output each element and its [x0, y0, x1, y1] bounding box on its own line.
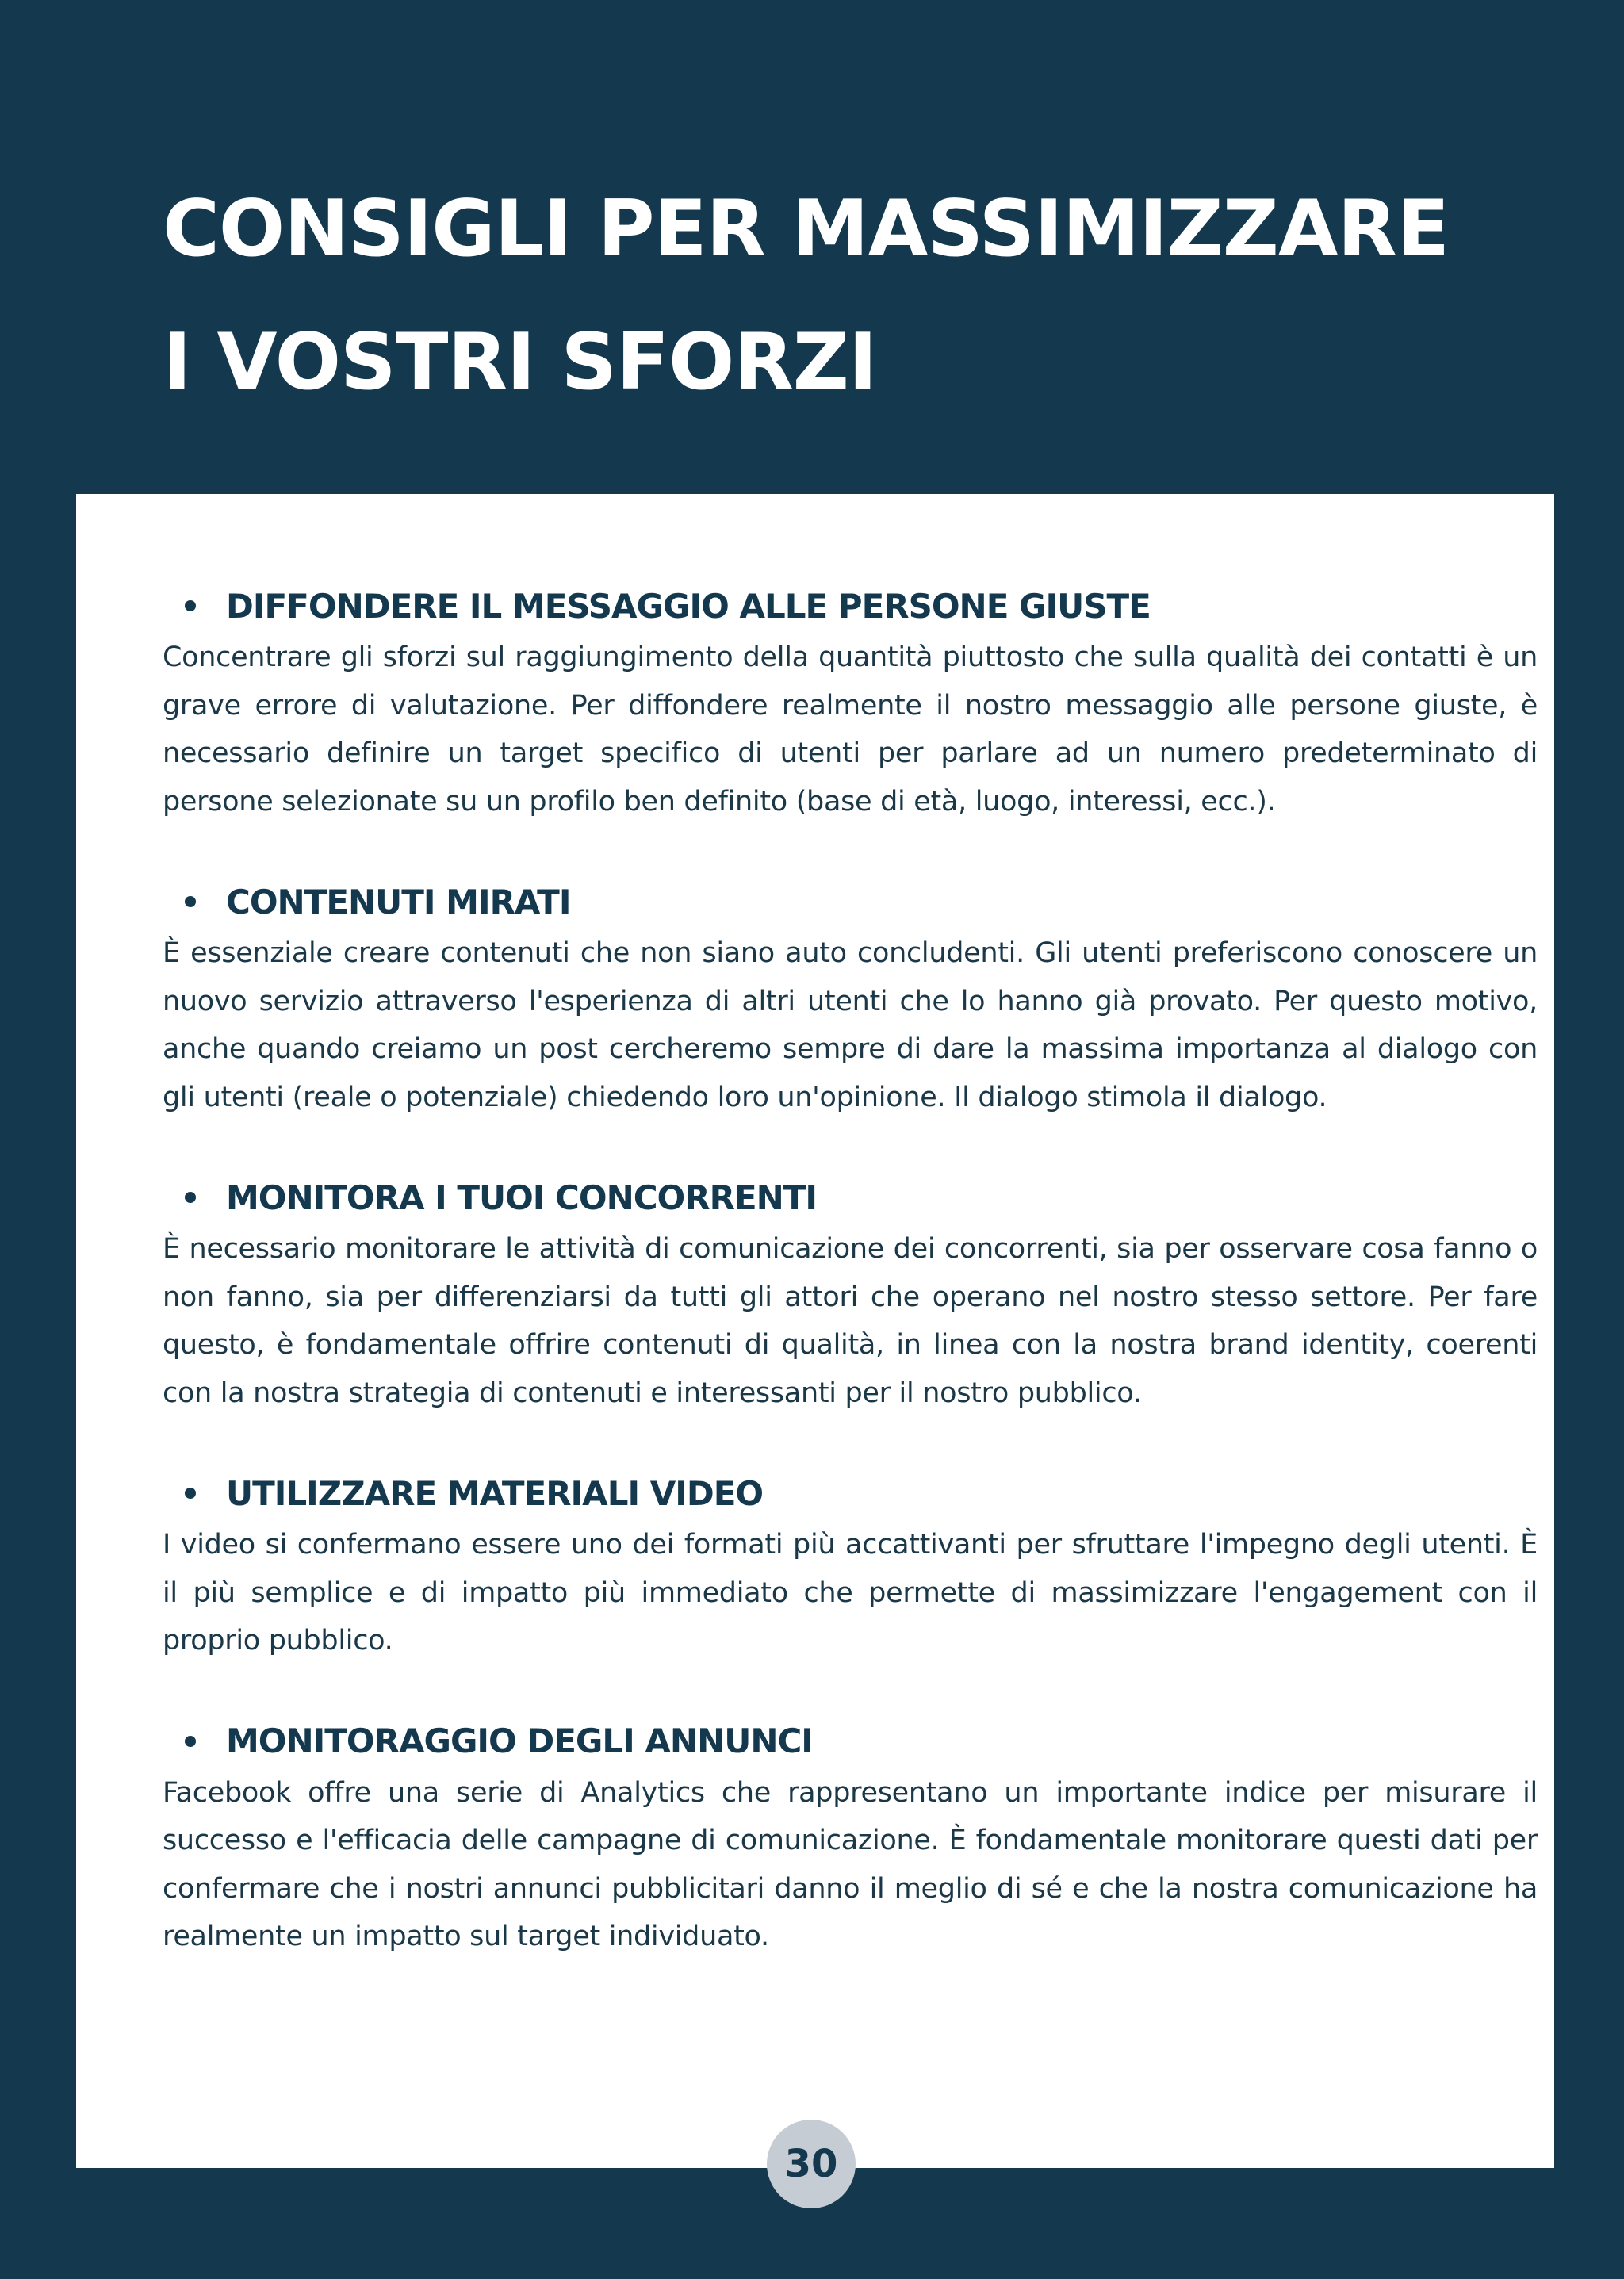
- tip-heading: MONITORA I TUOI CONCORRENTI: [226, 1178, 818, 1217]
- content-panel: [76, 494, 1554, 2168]
- tip-body: Facebook offre una serie di Analytics che rappresentano un importante indice per misurare il successo e l'efficacia delle campagne di comunicazione. È fondamentale monitorare questi dati per confermare che i nostri annunci pubblicitari danno il meglio di sé e che la nostra comunicazione ha realmente un impatto sul target individuato.: [163, 1776, 1538, 1952]
- tip-section-competitors: [163, 1170, 1538, 1417]
- bullet-icon: [185, 600, 196, 611]
- page-title-line-2: I VOSTRI SFORZI: [163, 317, 877, 408]
- tip-heading-row: [163, 578, 1538, 634]
- page-title-line-1: CONSIGLI PER MASSIMIZZARE: [163, 184, 1450, 274]
- tip-heading-row: [163, 1465, 1538, 1521]
- tip-heading-row: [163, 1170, 1538, 1225]
- tip-heading: CONTENUTI MIRATI: [226, 882, 571, 921]
- bullet-icon: [185, 1736, 196, 1747]
- tip-section-ad-monitoring: [163, 1714, 1538, 1961]
- page-title: [163, 163, 1511, 429]
- page-number-badge: 30: [767, 2120, 856, 2208]
- bullet-icon: [185, 1488, 196, 1499]
- tip-section-target-audience: [163, 578, 1538, 825]
- tip-body: Concentrare gli sforzi sul raggiungimento della quantità piuttosto che sulla qualità dei contatti è un grave errore di valutazione. Per diffondere realmente il nostro messaggio alle persone giuste, è necessario definire un target specifico di utenti per parlare ad un numero predeterminato di persone selezionate su un profilo ben definito (base di età, luogo, interessi, ecc.).: [163, 642, 1538, 818]
- bullet-icon: [185, 1192, 196, 1203]
- tip-heading: DIFFONDERE IL MESSAGGIO ALLE PERSONE GIUSTE: [226, 586, 1151, 626]
- tips-list: [163, 578, 1538, 2009]
- tip-section-video: [163, 1465, 1538, 1665]
- tip-section-targeted-content: [163, 874, 1538, 1121]
- tip-heading-row: [163, 874, 1538, 929]
- tip-body: I video si confermano essere uno dei formati più accattivanti per sfruttare l'impegno degli utenti. È il più semplice e di impatto più immediato che permette di massimizzare l'engagement con il proprio pubblico.: [163, 1529, 1538, 1657]
- tip-heading-row: [163, 1714, 1538, 1769]
- tip-heading: MONITORAGGIO DEGLI ANNUNCI: [226, 1722, 813, 1760]
- tip-body: È necessario monitorare le attività di comunicazione dei concorrenti, sia per osservare cosa fanno o non fanno, sia per differenziarsi da tutti gli attori che operano nel nostro stesso settore. Per fare questo, è fondamentale offrire contenuti di qualità, in linea con la nostra brand identity, coerenti con la nostra strategia di contenuti e interessanti per il nostro pubblico.: [163, 1233, 1538, 1409]
- tip-heading: UTILIZZARE MATERIALI VIDEO: [226, 1473, 764, 1513]
- tip-body: È essenziale creare contenuti che non siano auto concludenti. Gli utenti preferiscono conoscere un nuovo servizio attraverso l'esperienza di altri utenti che lo hanno già provato. Per questo motivo, anche quando creiamo un post cercheremo sempre di dare la massima importanza al dialogo con gli utenti (reale o potenziale) chiedendo loro un'opinione. Il dialogo stimola il dialogo.: [163, 937, 1538, 1113]
- bullet-icon: [185, 896, 196, 907]
